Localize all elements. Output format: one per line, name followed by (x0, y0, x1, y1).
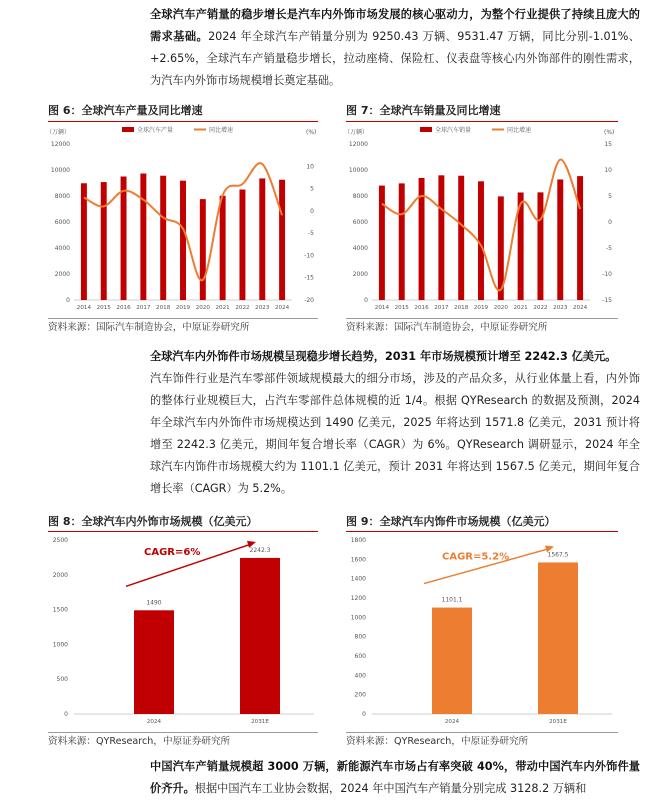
left-tick-label: 4000 (54, 245, 70, 252)
bar (140, 174, 146, 300)
left-tick-label: 10000 (50, 167, 70, 174)
right-tick-label: 5 (608, 193, 612, 200)
bar (538, 562, 578, 714)
legend-bar-swatch (420, 127, 432, 132)
left-tick-label: 6000 (54, 219, 70, 226)
figure-8-bottom-rule (48, 732, 318, 733)
x-tick-label: 2018 (454, 305, 469, 311)
figure-7-bottom-rule (346, 318, 618, 319)
right-tick-label: 10 (604, 167, 612, 174)
left-tick-label: 0 (364, 297, 368, 304)
bar-value-label: 1490 (146, 599, 162, 607)
left-tick-label: 10000 (348, 167, 368, 174)
x-tick-label: 2024 (444, 719, 460, 725)
right-axis-unit: (%) (604, 129, 615, 136)
paragraph-body: 汽车饰件行业是汽车零部件领域规模最大的细分市场，涉及的产品众多，从行业体量上看，内外饰的整体行业规模巨大，占汽车零部件总体规模的近 1/4。根据 QYResearch 的数据及预测，2024 年全球汽车内外饰件市场规模达到 1490 亿美元，2025 年将达到 1571.8 亿美元，2031 预计将增至 2242.3 亿美元，期间年复合增长率（CAGR）为 6%。QYResearch 调研显示，2024 年全球汽车内饰件市场规模大约为 1101.1 亿美元，预计 2031 年将达到 1567.5 亿美元，期间年复合增长率（CAGR）为 5.2%。 (150, 372, 640, 495)
bar (240, 558, 280, 714)
x-tick-label: 2017 (434, 305, 449, 311)
right-tick-label: -5 (606, 245, 612, 252)
bar (180, 181, 186, 300)
right-tick-label: -5 (308, 230, 314, 238)
x-tick-label: 2022 (533, 305, 548, 311)
bar-value-label: 2242.3 (249, 546, 271, 554)
paragraph-trim-market (150, 346, 640, 500)
figure-7-chart (342, 122, 622, 318)
legend-line-label: 同比增速 (209, 127, 234, 134)
bar (557, 179, 563, 300)
bar-value-label: 1101.1 (441, 596, 463, 604)
right-tick-label: 0 (310, 207, 314, 215)
y-tick-label: 1500 (52, 606, 68, 614)
right-axis-unit: (%) (306, 129, 317, 136)
bar (160, 176, 166, 300)
figure-8-source: 资料来源：QYResearch，中原证券研究所 (48, 736, 231, 747)
left-tick-label: 0 (66, 297, 70, 304)
x-tick-label: 2020 (195, 305, 210, 311)
bar (121, 177, 127, 301)
cagr-label: CAGR=6% (144, 546, 201, 558)
paragraph-body: 2024 年全球汽车产销量分别为 9250.43 万辆、9531.47 万辆，同比分别-1.01%、+2.65%，全球汽车产销量稳步增长，拉动座椅、保险杠、仪表盘等核心内外饰部件的刚性需求，为汽车内外饰市场规模增长奠定基础。 (150, 30, 640, 87)
x-tick-label: 2014 (374, 305, 390, 311)
figure-9-chart (342, 532, 622, 732)
right-tick-label: -20 (304, 297, 314, 304)
figure-7-source: 资料来源：国际汽车制造协会，中原证券研究所 (346, 322, 548, 333)
paragraph-lead: 中国汽车产销量规模超 3000 万辆，新能源汽车市场占有率突破 40%，带动中国汽车内外饰件量价齐升。 (150, 760, 640, 795)
figure-8-chart (44, 532, 324, 732)
y-tick-label: 1000 (52, 641, 68, 649)
right-tick-label: 0 (608, 219, 612, 226)
x-tick-label: 2018 (156, 305, 171, 311)
bar (279, 180, 285, 300)
y-tick-label: 1400 (350, 575, 366, 583)
x-tick-label: 2021 (513, 305, 528, 311)
x-tick-label: 2023 (553, 305, 568, 311)
paragraph-lead: 全球汽车内外饰件市场规模呈现稳步增长趋势，2031 年市场规模预计增至 2242.3 亿美元。 (150, 350, 617, 363)
x-tick-label: 2020 (493, 305, 508, 311)
left-tick-label: 6000 (352, 219, 368, 226)
bar (537, 192, 543, 300)
x-tick-label: 2024 (146, 719, 162, 725)
x-tick-label: 2017 (136, 305, 151, 311)
figure-6-title: 图 6：全球汽车产量及同比增速 (48, 104, 203, 117)
y-tick-label: 600 (354, 653, 366, 660)
figure-6-source: 资料来源：国际汽车制造协会，中原证券研究所 (48, 322, 250, 333)
y-tick-label: 0 (362, 711, 366, 718)
left-tick-label: 8000 (352, 193, 368, 200)
y-tick-label: 500 (56, 676, 68, 684)
bar (259, 178, 265, 300)
left-tick-label: 2000 (54, 271, 70, 278)
left-tick-label: 4000 (352, 245, 368, 252)
figure-6-bottom-rule (48, 318, 318, 319)
x-tick-label: 2016 (414, 305, 429, 311)
paragraph-body: 根据中国汽车工业协会数据，2024 年中国汽车产销量分别完成 3128.2 万辆和 (194, 782, 587, 795)
x-tick-label: 2022 (235, 305, 250, 311)
y-tick-label: 0 (64, 711, 68, 718)
y-tick-label: 200 (354, 691, 366, 699)
bar-value-label: 1567.5 (547, 551, 569, 559)
left-tick-label: 12000 (348, 141, 368, 148)
figure-9-source: 资料来源：QYResearch，中原证券研究所 (346, 736, 529, 747)
bar (379, 186, 385, 300)
legend-bar-label: 全球汽车销量 (435, 127, 472, 134)
y-tick-label: 800 (354, 633, 366, 641)
right-tick-label: -10 (602, 271, 612, 278)
y-tick-label: 1600 (350, 556, 366, 564)
figure-9-bottom-rule (346, 732, 618, 733)
left-tick-label: 8000 (54, 193, 70, 200)
left-tick-label: 2000 (352, 271, 368, 278)
bar (200, 199, 206, 300)
right-tick-label: -15 (602, 297, 612, 304)
x-tick-label: 2019 (473, 305, 489, 311)
x-tick-label: 2023 (255, 305, 270, 311)
bar (239, 190, 245, 301)
left-tick-label: 12000 (50, 141, 70, 148)
bar (220, 196, 226, 300)
x-tick-label: 2031E (549, 719, 567, 725)
x-tick-label: 2014 (76, 305, 92, 311)
figure-7-title: 图 7：全球汽车销量及同比增速 (346, 104, 501, 117)
x-tick-label: 2019 (175, 305, 191, 311)
y-tick-label: 400 (354, 672, 366, 680)
x-tick-label: 2016 (116, 305, 131, 311)
y-tick-label: 1800 (350, 537, 366, 544)
bar (134, 610, 174, 714)
paragraph-lead: 全球汽车产销量的稳步增长是汽车内外饰市场发展的核心驱动力，为整个行业提供了持续且庞大的需求基础。 (150, 8, 640, 43)
y-tick-label: 1000 (350, 614, 366, 622)
legend-bar-label: 全球汽车产量 (137, 127, 174, 134)
x-tick-label: 2024 (572, 305, 588, 311)
y-tick-label: 2500 (52, 537, 68, 544)
bar (81, 183, 87, 300)
y-tick-label: 2000 (52, 571, 68, 579)
figure-8-title: 图 8：全球汽车内外饰市场规模（亿美元） (48, 515, 258, 528)
figure-6-chart (44, 122, 324, 318)
legend-line-label: 同比增速 (507, 127, 532, 134)
x-tick-label: 2015 (394, 305, 409, 311)
bar (438, 175, 444, 300)
y-tick-label: 1200 (350, 595, 366, 602)
x-tick-label: 2021 (215, 305, 230, 311)
left-axis-unit: （万辆） (46, 129, 71, 136)
x-tick-label: 2031E (251, 719, 269, 725)
right-tick-label: 10 (306, 163, 314, 171)
x-tick-label: 2024 (274, 305, 290, 311)
legend-bar-swatch (122, 127, 134, 132)
bar (101, 182, 107, 300)
right-tick-label: -15 (304, 274, 314, 282)
right-tick-label: 5 (310, 185, 314, 193)
bar (399, 183, 405, 300)
left-axis-unit: （万辆） (344, 129, 369, 136)
paragraph-global-production (150, 4, 640, 92)
right-tick-label: 15 (604, 141, 612, 148)
figure-9-title: 图 9：全球汽车内饰件市场规模（亿美元） (346, 515, 556, 528)
bar (432, 608, 472, 714)
bar (458, 176, 464, 300)
x-tick-label: 2015 (96, 305, 111, 311)
bar (577, 176, 583, 300)
cagr-label: CAGR=5.2% (442, 551, 510, 563)
right-tick-label: -10 (304, 252, 314, 260)
paragraph-china-market (150, 756, 640, 800)
